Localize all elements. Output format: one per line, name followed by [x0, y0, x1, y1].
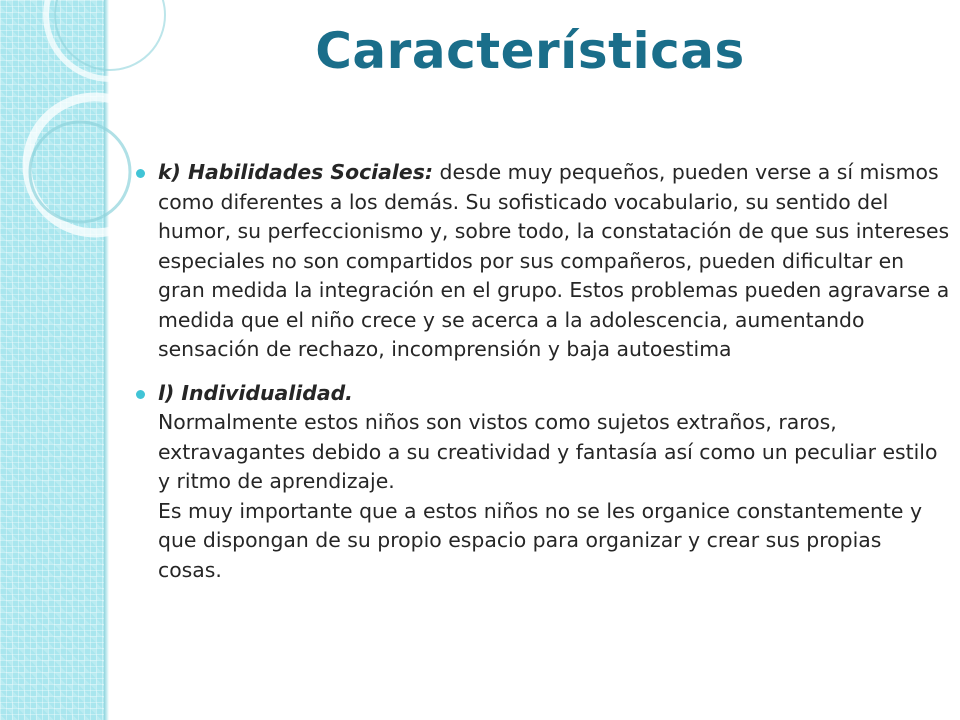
bullet-dot-icon: [136, 169, 145, 178]
bullet-term: l) Individualidad.: [158, 380, 353, 405]
bullet-list: [136, 158, 950, 599]
bullet-term: k) Habilidades Sociales:: [158, 160, 434, 184]
bullet-dot-icon: [136, 390, 145, 399]
bullet-text-paragraph-1: Normalmente estos niños son vistos como sujetos extraños, raros, extravagantes debido a su creatividad y fantasía así como un peculiar estilo y ritmo de aprendizaje.: [158, 410, 938, 493]
bullet-text-paragraph-2: Es muy importante que a estos niños no se les organice constantemente y que dispongan de su propio espacio para organizar y crear sus propias cosas.: [158, 498, 923, 582]
bullet-text: desde muy pequeños, pueden verse a sí mismos como diferentes a los demás. Su sofisticado vocabulario, su sentido del humor, su perfeccionismo y, sobre todo, la constatación de que sus intereses especiales no son compartidos por sus compañeros, pueden dificultar en gran medida la integración en el grupo. Estos problemas pueden agravarse a medida que el niño crece y se acerca a la adolescencia, aumentando sensación de rechazo, incomprensión y baja autoestima: [158, 160, 950, 361]
bullet-item-social-skills: [136, 158, 950, 365]
slide-title: Características: [315, 22, 745, 80]
bullet-item-individuality: [136, 379, 950, 586]
